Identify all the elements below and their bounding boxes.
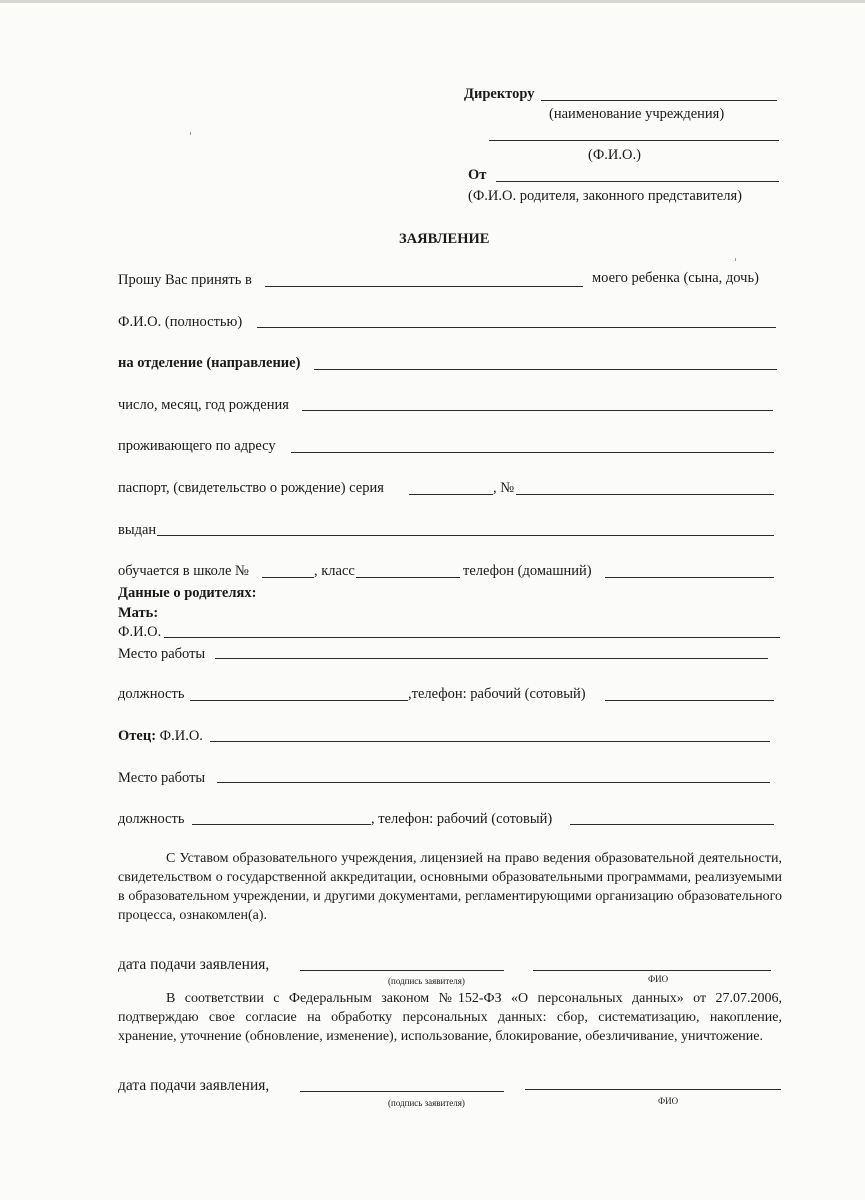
- class-line[interactable]: [356, 577, 460, 578]
- mother-work-label: Место работы: [118, 646, 206, 662]
- from-label: От: [468, 167, 487, 183]
- birth-date-line[interactable]: [302, 410, 773, 411]
- father-fio-label: Ф.И.О.: [156, 728, 203, 744]
- mother-position-line[interactable]: [190, 700, 408, 701]
- father-label: Отец:: [118, 728, 157, 744]
- document-title: ЗАЯВЛЕНИЕ: [399, 231, 490, 247]
- signature-caption-2: (подпись заявителя): [388, 1098, 465, 1108]
- mother-phone-line[interactable]: [605, 700, 774, 701]
- passport-number-line[interactable]: [516, 494, 774, 495]
- father-work-line[interactable]: [217, 782, 770, 783]
- father-fio-line[interactable]: [210, 741, 770, 742]
- class-label: , класс: [314, 563, 355, 579]
- father-fio-row: [118, 728, 203, 745]
- address-line[interactable]: [291, 452, 774, 453]
- consent-paragraph: [118, 989, 782, 1046]
- signature-line-2[interactable]: [300, 1091, 504, 1092]
- request-prefix: Прошу Вас принять в: [118, 272, 252, 288]
- father-work-label: Место работы: [118, 770, 206, 786]
- school-label: обучается в школе №: [118, 563, 249, 579]
- full-name-label: Ф.И.О. (полностью): [118, 314, 243, 330]
- department-line[interactable]: [314, 369, 777, 370]
- issued-line[interactable]: [157, 535, 774, 536]
- director-fio-line[interactable]: [489, 140, 779, 141]
- father-phone-label: , телефон: рабочий (сотовый): [371, 811, 553, 827]
- signature-line-1[interactable]: [300, 970, 504, 971]
- scan-edge: [0, 0, 865, 3]
- address-label: проживающего по адресу: [118, 438, 276, 454]
- father-position-line[interactable]: [192, 824, 371, 825]
- acknowledgement-paragraph: [118, 849, 782, 925]
- fio-line-1[interactable]: [533, 970, 771, 971]
- home-phone-line[interactable]: [605, 577, 774, 578]
- mother-label: Мать:: [118, 605, 159, 621]
- passport-number-label: , №: [493, 480, 515, 496]
- mother-fio-line[interactable]: [164, 637, 780, 638]
- full-name-line[interactable]: [257, 327, 776, 328]
- school-number-line[interactable]: [262, 577, 314, 578]
- scan-speck: [735, 258, 736, 261]
- fio-caption-1: ФИО: [648, 974, 669, 984]
- fio-caption-2: ФИО: [658, 1096, 679, 1106]
- institution-input-line[interactable]: [265, 286, 583, 287]
- fio-caption: (Ф.И.О.): [588, 147, 641, 163]
- signature-caption-1: (подпись заявителя): [388, 976, 465, 986]
- issued-label: выдан: [118, 522, 157, 538]
- consent-text: В соответствии с Федеральным законом №152-ФЗ «О персональных данных» от 27.07.2006, подтверждаю свое согласие на обработку персональных данных: сбор, систематизацию, накопление, хранение, уточнение (обновление, изменение), использование, блокирование, обезличивание, уничтожение.: [118, 991, 782, 1044]
- mother-fio-label: Ф.И.О.: [118, 624, 162, 640]
- mother-phone-label: ,телефон: рабочий (сотовый): [408, 686, 586, 702]
- father-phone-line[interactable]: [570, 824, 774, 825]
- birth-date-label: число, месяц, год рождения: [118, 397, 289, 413]
- director-line[interactable]: [541, 100, 777, 101]
- home-phone-label: телефон (домашний): [463, 563, 592, 579]
- from-line[interactable]: [496, 181, 779, 182]
- acknowledgement-text: С Уставом образовательного учреждения, лицензией на право ведения образовательной деятельности, свидетельством о государственной аккредитации, основными образовательными программами, реализуемыми в образовательном учреждении, и другими документами, регламентирующими организацию образовательного процесса, ознакомлен(а).: [118, 851, 782, 923]
- director-label: Директору: [464, 86, 535, 102]
- scan-speck: [190, 132, 191, 135]
- department-label: на отделение (направление): [118, 355, 301, 371]
- parent-caption: (Ф.И.О. родителя, законного представителя): [468, 188, 742, 204]
- mother-position-label: должность: [118, 686, 185, 702]
- passport-series-line[interactable]: [409, 494, 493, 495]
- passport-label: паспорт, (свидетельство о рождение) серия: [118, 480, 384, 496]
- institution-caption: (наименование учреждения): [549, 106, 725, 122]
- parents-heading: Данные о родителях:: [118, 585, 257, 601]
- father-position-label: должность: [118, 811, 185, 827]
- request-suffix: моего ребенка (сына, дочь): [592, 270, 759, 286]
- mother-work-line[interactable]: [215, 658, 768, 659]
- date-label-1: дата подачи заявления,: [118, 956, 270, 973]
- date-label-2: дата подачи заявления,: [118, 1077, 270, 1094]
- fio-line-2[interactable]: [525, 1089, 781, 1090]
